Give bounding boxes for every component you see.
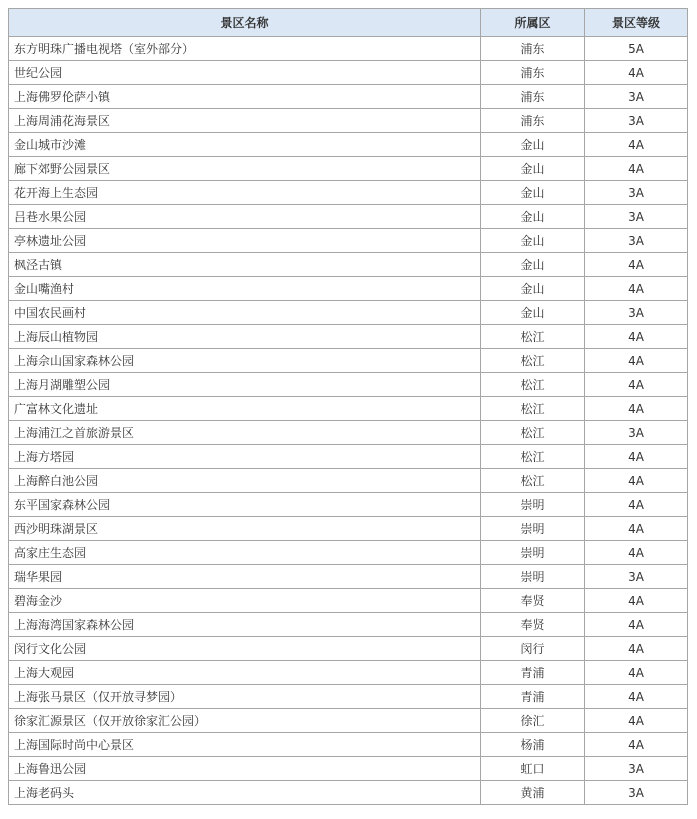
cell-grade: 3A (585, 109, 688, 133)
cell-scenic-name: 上海月湖雕塑公园 (9, 373, 481, 397)
table-row (9, 517, 688, 541)
cell-grade: 4A (585, 613, 688, 637)
table-row (9, 565, 688, 589)
cell-grade: 4A (585, 637, 688, 661)
cell-scenic-name: 廊下郊野公园景区 (9, 157, 481, 181)
cell-scenic-name: 亭林遗址公园 (9, 229, 481, 253)
table-row (9, 397, 688, 421)
cell-district: 松江 (481, 349, 585, 373)
cell-grade: 3A (585, 85, 688, 109)
table-row (9, 181, 688, 205)
table-row (9, 85, 688, 109)
cell-grade: 3A (585, 229, 688, 253)
cell-grade: 4A (585, 373, 688, 397)
cell-scenic-name: 高家庄生态园 (9, 541, 481, 565)
cell-district: 虹口 (481, 757, 585, 781)
cell-district: 浦东 (481, 61, 585, 85)
cell-scenic-name: 花开海上生态园 (9, 181, 481, 205)
cell-grade: 4A (585, 253, 688, 277)
cell-grade: 4A (585, 133, 688, 157)
cell-grade: 3A (585, 301, 688, 325)
table-row (9, 325, 688, 349)
table-row (9, 613, 688, 637)
table-row (9, 541, 688, 565)
cell-scenic-name: 上海佘山国家森林公园 (9, 349, 481, 373)
cell-scenic-name: 金山嘴渔村 (9, 277, 481, 301)
cell-district: 金山 (481, 205, 585, 229)
table-row (9, 733, 688, 757)
cell-scenic-name: 上海方塔园 (9, 445, 481, 469)
table-row (9, 229, 688, 253)
cell-grade: 3A (585, 565, 688, 589)
cell-scenic-name: 枫泾古镇 (9, 253, 481, 277)
cell-grade: 4A (585, 157, 688, 181)
cell-grade: 3A (585, 205, 688, 229)
cell-scenic-name: 徐家汇源景区（仅开放徐家汇公园） (9, 709, 481, 733)
cell-grade: 4A (585, 469, 688, 493)
table-row (9, 421, 688, 445)
cell-district: 黄浦 (481, 781, 585, 805)
cell-district: 松江 (481, 421, 585, 445)
cell-scenic-name: 西沙明珠湖景区 (9, 517, 481, 541)
cell-district: 松江 (481, 373, 585, 397)
table-row (9, 133, 688, 157)
table-row (9, 589, 688, 613)
table-row (9, 637, 688, 661)
cell-scenic-name: 广富林文化遗址 (9, 397, 481, 421)
table-body (9, 37, 688, 805)
cell-grade: 4A (585, 733, 688, 757)
cell-scenic-name: 上海海湾国家森林公园 (9, 613, 481, 637)
cell-district: 金山 (481, 277, 585, 301)
scenic-area-table-container (8, 8, 688, 805)
cell-district: 闵行 (481, 637, 585, 661)
table-row (9, 445, 688, 469)
cell-scenic-name: 上海张马景区（仅开放寻梦园） (9, 685, 481, 709)
cell-scenic-name: 上海佛罗伦萨小镇 (9, 85, 481, 109)
cell-district: 崇明 (481, 493, 585, 517)
cell-district: 浦东 (481, 85, 585, 109)
cell-scenic-name: 中国农民画村 (9, 301, 481, 325)
header-scenic-name: 景区名称 (9, 9, 481, 37)
cell-grade: 4A (585, 493, 688, 517)
cell-district: 金山 (481, 133, 585, 157)
cell-grade: 3A (585, 181, 688, 205)
cell-scenic-name: 上海周浦花海景区 (9, 109, 481, 133)
cell-district: 崇明 (481, 541, 585, 565)
cell-grade: 4A (585, 277, 688, 301)
cell-scenic-name: 吕巷水果公园 (9, 205, 481, 229)
cell-grade: 4A (585, 445, 688, 469)
cell-scenic-name: 闵行文化公园 (9, 637, 481, 661)
cell-grade: 4A (585, 325, 688, 349)
cell-grade: 4A (585, 685, 688, 709)
table-row (9, 469, 688, 493)
table-row (9, 781, 688, 805)
cell-grade: 3A (585, 781, 688, 805)
table-row (9, 661, 688, 685)
cell-scenic-name: 上海大观园 (9, 661, 481, 685)
header-row (9, 9, 688, 37)
header-district: 所属区 (481, 9, 585, 37)
cell-district: 金山 (481, 181, 585, 205)
table-row (9, 37, 688, 61)
cell-grade: 4A (585, 517, 688, 541)
cell-district: 浦东 (481, 37, 585, 61)
table-row (9, 493, 688, 517)
table-row (9, 205, 688, 229)
table-header (9, 9, 688, 37)
cell-grade: 4A (585, 589, 688, 613)
table-row (9, 277, 688, 301)
table-row (9, 61, 688, 85)
cell-grade: 4A (585, 397, 688, 421)
cell-district: 崇明 (481, 517, 585, 541)
cell-district: 崇明 (481, 565, 585, 589)
cell-district: 青浦 (481, 685, 585, 709)
cell-scenic-name: 上海辰山植物园 (9, 325, 481, 349)
cell-district: 金山 (481, 253, 585, 277)
cell-grade: 4A (585, 349, 688, 373)
cell-grade: 3A (585, 421, 688, 445)
table-row (9, 109, 688, 133)
cell-district: 松江 (481, 397, 585, 421)
scenic-area-table (8, 8, 688, 805)
cell-scenic-name: 东方明珠广播电视塔（室外部分） (9, 37, 481, 61)
cell-grade: 5A (585, 37, 688, 61)
cell-district: 金山 (481, 157, 585, 181)
cell-district: 金山 (481, 301, 585, 325)
header-grade: 景区等级 (585, 9, 688, 37)
cell-scenic-name: 上海老码头 (9, 781, 481, 805)
cell-district: 松江 (481, 469, 585, 493)
cell-grade: 4A (585, 541, 688, 565)
cell-district: 松江 (481, 445, 585, 469)
table-row (9, 301, 688, 325)
table-row (9, 373, 688, 397)
cell-scenic-name: 上海鲁迅公园 (9, 757, 481, 781)
cell-scenic-name: 上海浦江之首旅游景区 (9, 421, 481, 445)
cell-grade: 3A (585, 757, 688, 781)
cell-district: 徐汇 (481, 709, 585, 733)
cell-grade: 4A (585, 61, 688, 85)
cell-grade: 4A (585, 709, 688, 733)
table-row (9, 157, 688, 181)
cell-scenic-name: 东平国家森林公园 (9, 493, 481, 517)
table-row (9, 685, 688, 709)
table-row (9, 709, 688, 733)
cell-scenic-name: 上海醉白池公园 (9, 469, 481, 493)
cell-district: 奉贤 (481, 613, 585, 637)
table-row (9, 253, 688, 277)
cell-scenic-name: 瑞华果园 (9, 565, 481, 589)
cell-district: 奉贤 (481, 589, 585, 613)
table-row (9, 757, 688, 781)
cell-scenic-name: 金山城市沙滩 (9, 133, 481, 157)
cell-district: 青浦 (481, 661, 585, 685)
cell-district: 松江 (481, 325, 585, 349)
table-row (9, 349, 688, 373)
cell-scenic-name: 世纪公园 (9, 61, 481, 85)
cell-district: 杨浦 (481, 733, 585, 757)
cell-scenic-name: 上海国际时尚中心景区 (9, 733, 481, 757)
cell-scenic-name: 碧海金沙 (9, 589, 481, 613)
cell-district: 金山 (481, 229, 585, 253)
cell-district: 浦东 (481, 109, 585, 133)
cell-grade: 4A (585, 661, 688, 685)
